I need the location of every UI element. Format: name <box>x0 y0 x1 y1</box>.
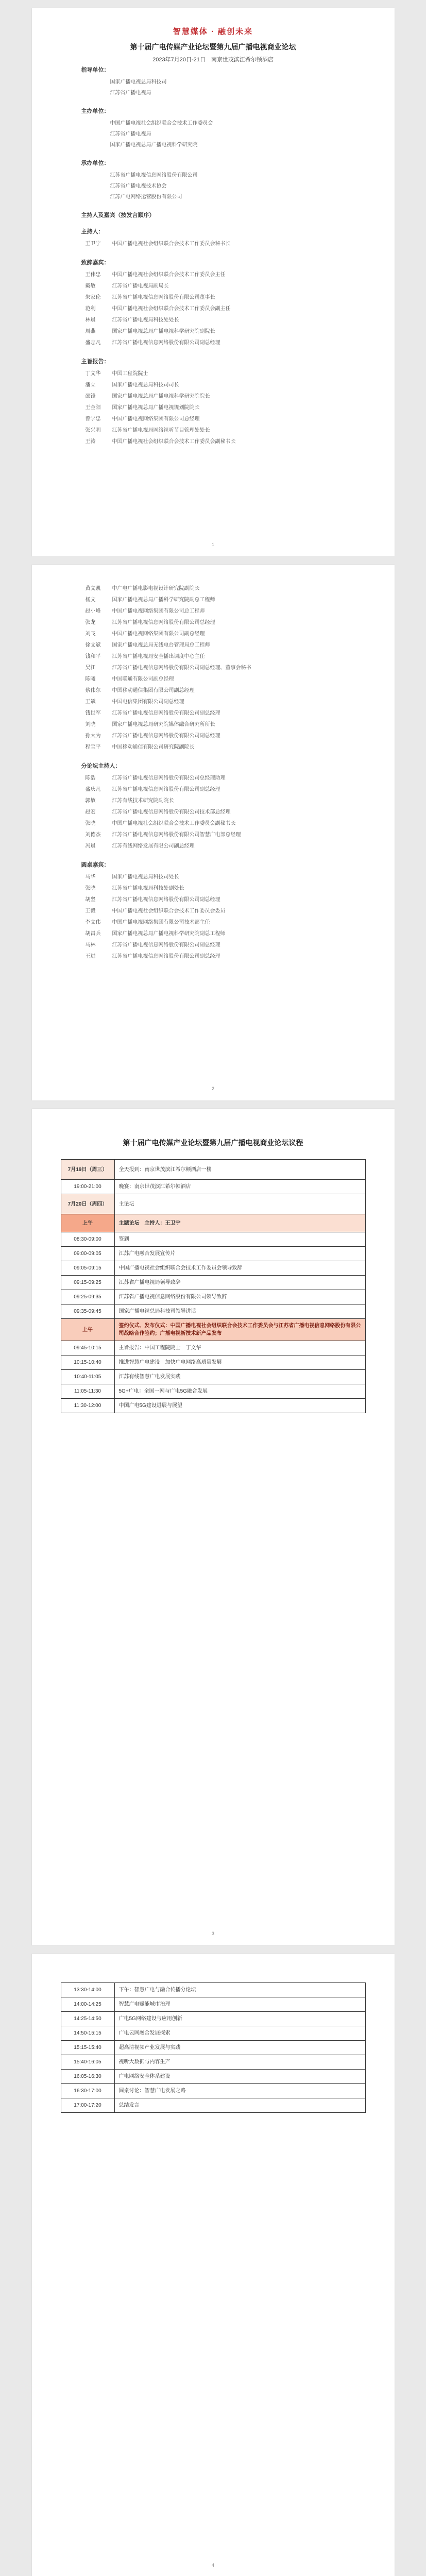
list-item: 中国广播电视社会组织联合会技术工作委员会 <box>110 121 213 126</box>
person-name: 戴敏 <box>85 283 96 289</box>
agenda-row <box>61 1232 365 1247</box>
person-title: 江苏省广播电视信息网络股份有限公司技术部总经理 <box>112 809 231 815</box>
person-name: 马华 <box>85 874 96 880</box>
agenda-row <box>61 1399 365 1413</box>
person-title: 江苏有线网络发展有限公司副总经理 <box>112 843 195 849</box>
agenda-row <box>61 1341 365 1355</box>
agenda-row <box>61 1997 365 2012</box>
agenda-time: 09:15-09:25 <box>61 1276 114 1290</box>
person-name: 郭敏 <box>85 798 96 804</box>
agenda-item: 江苏省广播电视信息网络股份有限公司领导致辞 <box>114 1290 365 1304</box>
person-name: 钱世军 <box>85 710 101 716</box>
agenda-page-1 <box>32 1109 395 1945</box>
agenda-time: 13:30-14:00 <box>61 1983 114 1997</box>
page-number: 1 <box>211 542 214 547</box>
agenda-item: 视听大数据与内容生产 <box>114 2055 365 2070</box>
people-list <box>81 773 345 852</box>
agenda-item: 广电5G网络建设与应用创新 <box>114 2012 365 2026</box>
person-name: 盛庆凡 <box>85 787 101 792</box>
person-title: 江苏省广播电视信息网络股份有限公司智慧广电部总经理 <box>112 832 241 838</box>
person-name: 黄文凯 <box>85 586 101 591</box>
people-groups <box>81 227 345 448</box>
person-name: 王斌 <box>85 699 96 705</box>
person-name: 陈曦 <box>85 676 96 682</box>
person-name: 徐文斌 <box>85 642 101 648</box>
person-title: 江苏省广播电视信息网络股份有限公司总经理 <box>112 620 215 625</box>
agenda-table <box>61 1982 366 2113</box>
person-name: 周燕 <box>85 329 96 334</box>
person-title: 江苏省广播电视信息网络股份有限公司副总经理 <box>112 942 220 948</box>
agenda-item: 广电云网融合发展探索 <box>114 2026 365 2041</box>
agenda-item: 5G+广电：全国一网与广电5G融合发展 <box>114 1384 365 1399</box>
person-name: 吴江 <box>85 665 96 671</box>
group-label: 圆桌嘉宾： <box>81 862 110 868</box>
agenda-item: 中国广播电视社会组织联合会技术工作委员会领导致辞 <box>114 1261 365 1276</box>
person-title: 江苏省广播电视信息网络股份有限公司副总经理 <box>112 340 220 346</box>
agenda-row <box>61 1290 365 1304</box>
section-list <box>81 118 345 150</box>
person-name: 王进 <box>85 954 96 959</box>
person-title: 中国广播电视网络集团有限公司总工程师 <box>112 608 205 614</box>
agenda-table <box>61 1159 366 1413</box>
list-item: 江苏广电网络运营股份有限公司 <box>110 194 182 200</box>
agenda-row <box>61 1276 365 1290</box>
person-title: 中国工程院院士 <box>112 371 148 377</box>
person-title: 中国广播电视网络集团有限公司副总经理 <box>112 631 205 637</box>
group-label: 分论坛主持人： <box>81 763 121 769</box>
section-label: 主办单位： <box>81 108 110 114</box>
person-name: 张晓 <box>85 821 96 826</box>
person-name: 刘晓 <box>85 722 96 727</box>
agenda-time: 10:15-10:40 <box>61 1355 114 1370</box>
person-title: 江苏省广播电视信息网络股份有限公司副总经理 <box>112 954 220 959</box>
person-title: 江苏省广播电视信息网络股份有限公司总经理助理 <box>112 775 226 781</box>
agenda-row <box>61 1370 365 1384</box>
agenda-row <box>61 1247 365 1261</box>
person-title: 国家广播电视总局广播电视科学研究院副院长 <box>112 329 215 334</box>
list-item: 江苏省广播电视信息网络股份有限公司 <box>110 173 198 178</box>
person-title: 中国广播电视社会组织联合会技术工作委员会委员 <box>112 908 226 914</box>
agenda-row <box>61 2098 365 2113</box>
section-label: 指导单位： <box>81 67 110 73</box>
agenda-item: 签到 <box>114 1232 365 1247</box>
person-title: 中国广播电视社会组织联合会技术工作委员会秘书长 <box>112 241 231 247</box>
person-name: 曾学忠 <box>85 416 101 422</box>
agenda-row <box>61 2026 365 2041</box>
agenda-item: 国家广播电视总局科技司领导讲话 <box>114 1304 365 1319</box>
person-title: 中国移动通信有限公司研究院副院长 <box>112 744 195 750</box>
person-title: 江苏省广播电视信息网络股份有限公司副总经理 <box>112 897 220 903</box>
group-label: 主旨报告： <box>81 359 110 365</box>
agenda-row: 19:00-21:00 晚宴：南京世茂滨江希尔顿酒店 <box>61 1180 365 1194</box>
agenda-row <box>61 1355 365 1370</box>
person-name: 赵小峰 <box>85 608 101 614</box>
cover-slogan: 智慧媒体 · 融创未来 <box>173 27 253 36</box>
person-title: 国家广播电视总局科技司司长 <box>112 382 179 388</box>
person-name: 朱家伦 <box>85 295 101 300</box>
person-title: 国家广播电视总局无线电台管理局总工程师 <box>112 642 210 648</box>
person-title: 中国广播电视社会组织联合会技术工作委员会副秘书长 <box>112 821 236 826</box>
person-title: 国家广播电视总局广播科学研究院副总工程师 <box>112 597 215 603</box>
person-title: 江苏有线技术研究院副院长 <box>112 798 174 804</box>
agenda-time: 09:25-09:35 <box>61 1290 114 1304</box>
agenda-row <box>61 1261 365 1276</box>
people-list <box>81 368 345 448</box>
agenda-time: 14:50-15:15 <box>61 2026 114 2041</box>
cover-title: 第十届广电传媒产业论坛暨第九届广播电视商业论坛 <box>130 43 296 51</box>
agenda-page-2 <box>32 1954 395 2576</box>
person-title: 江苏省广播电视局网络视听节目管理处处长 <box>112 428 210 433</box>
agenda-row <box>61 2070 365 2084</box>
agenda-row <box>61 2012 365 2026</box>
list-item: 江苏省广播电视技术协会 <box>110 183 167 189</box>
highlight-text: 签约仪式、发布仪式：中国广播电视社会组织联合会技术工作委员会与江苏省广播电视信息网络股份有限公司战略合作签约；广播电视新技术新产品发布 <box>114 1319 365 1341</box>
person-title: 国家广播电视总局广播电视科学研究院院长 <box>112 394 210 399</box>
agenda-time: 11:05-11:30 <box>61 1384 114 1399</box>
person-title: 中国电信集团有限公司副总经理 <box>112 699 184 705</box>
person-title: 江苏省广播电视信息网络股份有限公司副总经理 <box>112 787 220 792</box>
agenda-time: 09:05-09:15 <box>61 1261 114 1276</box>
agenda-time: 15:15-15:40 <box>61 2041 114 2055</box>
agenda-time: 16:05-16:30 <box>61 2070 114 2084</box>
people-list <box>81 239 345 250</box>
person-name: 杨文 <box>85 597 96 603</box>
agenda-time: 17:00-17:20 <box>61 2098 114 2113</box>
agenda-item: 广电网络安全体系建设 <box>114 2070 365 2084</box>
agenda-item: 圆桌讨论：智慧广电发展之路 <box>114 2084 365 2098</box>
agenda-item: 下午：智慧广电与融合传播分论坛 <box>114 1983 365 1997</box>
page-number: 3 <box>211 1931 214 1936</box>
person-name: 王卫宁 <box>85 241 101 247</box>
agenda-time: 14:00-14:25 <box>61 1997 114 2012</box>
people-list <box>81 269 345 349</box>
page-number: 2 <box>211 1086 214 1091</box>
person-name: 马林 <box>85 942 96 948</box>
person-name: 王伟忠 <box>85 272 101 278</box>
person-name: 张龙 <box>85 620 96 625</box>
agenda-item: 江苏广电融合发展宣传片 <box>114 1247 365 1261</box>
people-list <box>81 872 345 962</box>
person-title: 中广电广播电影电视设计研究院副院长 <box>112 586 200 591</box>
cover-subtitle: 2023年7月20日-21日 南京世茂滨江希尔顿酒店 <box>152 57 274 63</box>
person-name: 潘立 <box>85 382 96 388</box>
person-name: 程宝平 <box>85 744 101 750</box>
agenda-row <box>61 1304 365 1319</box>
person-title: 中国广播电视网络集团有限公司总经理 <box>112 416 200 422</box>
section-label: 承办单位： <box>81 160 110 166</box>
person-name: 胡坚 <box>85 897 96 903</box>
agenda-item: 超高清视频产业发展与实践 <box>114 2041 365 2055</box>
person-title: 江苏省广播电视信息网络股份有限公司副总经理 <box>112 733 220 739</box>
agenda-item: 总结发言 <box>114 2098 365 2113</box>
person-name: 邵锋 <box>85 394 96 399</box>
people-heading: 主持人及嘉宾（按发言顺序） <box>81 212 155 218</box>
day-row: 7月20日（周四） 主论坛 <box>61 1194 365 1214</box>
person-name: 盛志凡 <box>85 340 101 346</box>
person-title: 中国广播电视网络集团有限公司技术部主任 <box>112 920 210 925</box>
person-title: 国家广播电视总局研究院媒体融合研究所所长 <box>112 722 215 727</box>
person-title: 江苏省广播电视局科技处处长 <box>112 317 179 323</box>
group-label: 主持人： <box>81 229 104 235</box>
group-label: 致辞嘉宾： <box>81 260 110 266</box>
person-name: 胡昌兵 <box>85 931 101 937</box>
guest-groups <box>81 583 345 962</box>
highlight-row <box>61 1319 365 1341</box>
person-name: 林晨 <box>85 317 96 323</box>
agenda-time: 16:30-17:00 <box>61 2084 114 2098</box>
agenda-row <box>61 2084 365 2098</box>
highlight-time: 上午 <box>61 1319 114 1341</box>
person-name: 陈浩 <box>85 775 96 781</box>
agenda-time: 09:00-09:05 <box>61 1247 114 1261</box>
person-title: 江苏省广播电视局安全播出调度中心主任 <box>112 654 205 659</box>
list-item: 江苏省广播电视局 <box>110 131 151 137</box>
agenda-time: 14:25-14:50 <box>61 2012 114 2026</box>
agenda-time: 11:30-12:00 <box>61 1399 114 1413</box>
agenda-time: 15:40-16:05 <box>61 2055 114 2070</box>
agenda-row <box>61 2041 365 2055</box>
people-list <box>81 583 345 753</box>
person-title: 中国广播电视社会组织联合会技术工作委员会主任 <box>112 272 226 278</box>
agenda-time: 09:35-09:45 <box>61 1304 114 1319</box>
session-row: 上午 主题论坛 主持人：王卫宁 <box>61 1214 365 1232</box>
person-name: 范利 <box>85 306 96 312</box>
person-name: 王毅 <box>85 908 96 914</box>
agenda-item: 推进智慧广电建设 加快广电网络高质量发展 <box>114 1355 365 1370</box>
agenda-item: 江苏省广播电视局领导致辞 <box>114 1276 365 1290</box>
person-name: 蔡伟东 <box>85 688 101 693</box>
list-item: 江苏省广播电视局 <box>110 90 151 96</box>
person-title: 中国联通有限公司副总经理 <box>112 676 174 682</box>
person-name: 张晓 <box>85 886 96 891</box>
person-name: 王金阳 <box>85 405 101 411</box>
person-name: 孙大为 <box>85 733 101 739</box>
person-title: 江苏省广播电视局副局长 <box>112 283 169 289</box>
agenda-item: 智慧广电赋能城市治理 <box>114 1997 365 2012</box>
agenda-row <box>61 1983 365 1997</box>
person-title: 国家广播电视总局广播电视规划院院长 <box>112 405 200 411</box>
person-name: 刘飞 <box>85 631 96 637</box>
page-number: 4 <box>211 2563 214 2568</box>
agenda-item: 江苏有线智慧广电发展实践 <box>114 1370 365 1384</box>
person-title: 江苏省广播电视局科技处副处长 <box>112 886 184 891</box>
person-title: 江苏省广播电视信息网络股份有限公司副总经理 <box>112 710 220 716</box>
agenda-time: 10:40-11:05 <box>61 1370 114 1384</box>
person-name: 张兴明 <box>85 428 101 433</box>
person-title: 国家广播电视总局科技司处长 <box>112 874 179 880</box>
person-name: 刘德杰 <box>85 832 101 838</box>
person-title: 江苏省广播电视信息网络股份有限公司副总经理、董事会秘书 <box>112 665 251 671</box>
section-list <box>81 77 345 98</box>
person-title: 中国广播电视社会组织联合会技术工作委员会副主任 <box>112 306 231 312</box>
day-row: 7月19日（周三） 全天报到：南京世茂滨江希尔顿酒店一楼 <box>61 1160 365 1180</box>
person-name: 丁文华 <box>85 371 101 377</box>
agenda-time: 09:45-10:15 <box>61 1341 114 1355</box>
agenda-time: 08:30-09:00 <box>61 1232 114 1247</box>
agenda-item: 主旨报告：中国工程院院士 丁文华 <box>114 1341 365 1355</box>
person-title: 国家广播电视总局广播电视科学研究院副总工程师 <box>112 931 226 937</box>
person-title: 江苏省广播电视信息网络股份有限公司董事长 <box>112 295 215 300</box>
guests-page <box>32 565 395 1100</box>
person-name: 赵宏 <box>85 809 96 815</box>
agenda-row <box>61 2055 365 2070</box>
person-name: 钱和平 <box>85 654 101 659</box>
agenda-row <box>61 1384 365 1399</box>
person-name: 李文伟 <box>85 920 101 925</box>
cover-page <box>32 8 395 556</box>
person-title: 中国移动通信集团有限公司副总经理 <box>112 688 195 693</box>
agenda-item: 中国广电5G建设进展与展望 <box>114 1399 365 1413</box>
person-name: 冯晨 <box>85 843 96 849</box>
agenda-title: 第十届广电传媒产业论坛暨第九届广播电视商业论坛议程 <box>123 1139 303 1147</box>
organizer-sections <box>81 65 345 202</box>
list-item: 国家广播电视总局广播电视科学研究院 <box>110 142 198 148</box>
list-item: 国家广播电视总局科技司 <box>110 79 167 85</box>
person-name: 王涛 <box>85 439 96 445</box>
section-list <box>81 170 345 202</box>
person-title: 中国广播电视社会组织联合会技术工作委员会副秘书长 <box>112 439 236 445</box>
